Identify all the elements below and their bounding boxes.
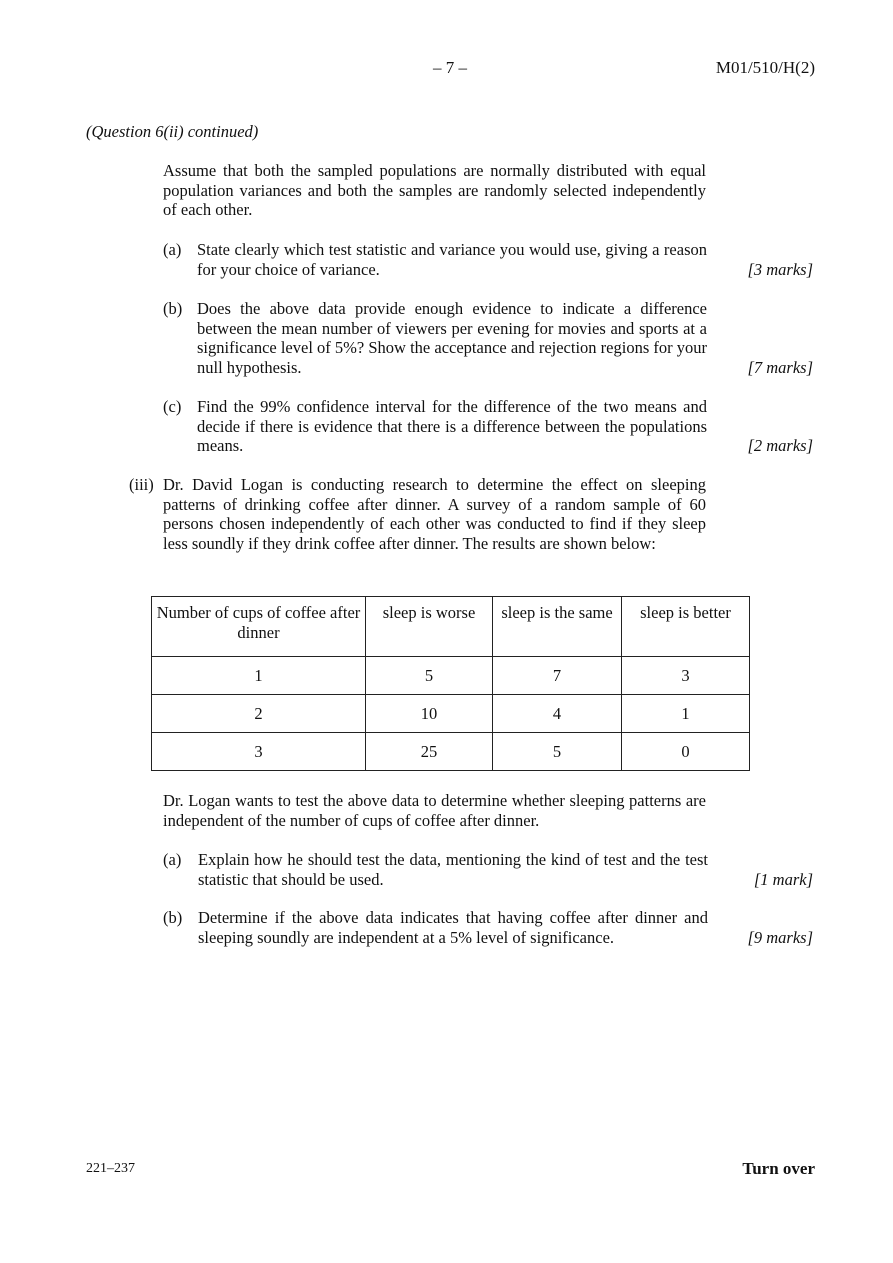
item-text: State clearly which test statistic and variance you would use, giving a reason for your choice of variance. xyxy=(197,240,707,279)
table-cell: 5 xyxy=(493,733,622,771)
table-cell: 3 xyxy=(152,733,366,771)
table-cell: 2 xyxy=(152,695,366,733)
item-label: (b) xyxy=(163,299,183,318)
page-number: – 7 – xyxy=(433,58,467,77)
table-header-cell: Number of cups of coffee after dinner xyxy=(152,597,366,657)
item-text: Find the 99% confidence interval for the difference of the two means and decide if there is evidence that there is a difference between the populations means. xyxy=(197,397,707,456)
marks-label: [9 marks] xyxy=(747,927,813,947)
part-iii-label: (iii) xyxy=(129,475,154,494)
item-label: (b) xyxy=(163,908,183,927)
table-cell: 7 xyxy=(493,657,622,695)
table-row xyxy=(152,695,750,733)
table-header-cell: sleep is the same xyxy=(493,597,622,657)
continuation-note: (Question 6(ii) continued) xyxy=(86,122,259,141)
item-label: (a) xyxy=(163,240,182,259)
paper-code: M01/510/H(2) xyxy=(715,58,815,77)
question-item-ii-b xyxy=(163,299,813,379)
marks-label: [1 mark] xyxy=(753,869,813,889)
marks-label: [3 marks] xyxy=(747,259,813,279)
item-text: Explain how he should test the data, mentioning the kind of test and the test statistic that should be used. xyxy=(198,850,708,889)
table-cell: 1 xyxy=(152,657,366,695)
intro-paragraph: Assume that both the sampled populations are normally distributed with equal population variances and both the samples are randomly selected independently of each other. xyxy=(163,161,706,220)
item-label: (a) xyxy=(163,850,182,869)
question-item-ii-c xyxy=(163,397,813,457)
after-table-paragraph: Dr. Logan wants to test the above data to determine whether sleeping patterns are independent of the number of cups of coffee after dinner. xyxy=(163,791,706,830)
table-cell: 5 xyxy=(366,657,493,695)
table-header-row xyxy=(152,597,750,657)
question-item-iii-a xyxy=(163,850,813,890)
table-cell: 3 xyxy=(622,657,750,695)
table-cell: 4 xyxy=(493,695,622,733)
table-cell: 0 xyxy=(622,733,750,771)
item-label: (c) xyxy=(163,397,182,416)
table-cell: 25 xyxy=(366,733,493,771)
table-header-cell: sleep is better xyxy=(622,597,750,657)
turn-over-label: Turn over xyxy=(742,1159,815,1178)
marks-label: [7 marks] xyxy=(747,357,813,377)
table-cell: 1 xyxy=(622,695,750,733)
question-item-ii-a xyxy=(163,240,813,280)
part-iii-text: Dr. David Logan is conducting research to determine the effect on sleeping patterns of drinking coffee after dinner. A survey of a random sample of 60 persons chosen independently of each other was conducted to find if they sleep less soundly if they drink coffee after dinner. The results are shown below: xyxy=(163,475,706,553)
table-row xyxy=(152,657,750,695)
item-text: Does the above data provide enough evidence to indicate a difference between the mean number of viewers per evening for movies and sports at a significance level of 5%? Show the acceptance and rejection regions for your null hypothesis. xyxy=(197,299,707,377)
marks-label: [2 marks] xyxy=(747,436,813,456)
table-row xyxy=(152,733,750,771)
question-item-iii-b xyxy=(163,908,813,948)
item-text: Determine if the above data indicates that having coffee after dinner and sleeping soundly are independent at a 5% level of significance. xyxy=(198,908,708,947)
coffee-sleep-table xyxy=(151,596,750,771)
table-header-cell: sleep is worse xyxy=(366,597,493,657)
footer-code: 221–237 xyxy=(86,1161,135,1176)
table-cell: 10 xyxy=(366,695,493,733)
